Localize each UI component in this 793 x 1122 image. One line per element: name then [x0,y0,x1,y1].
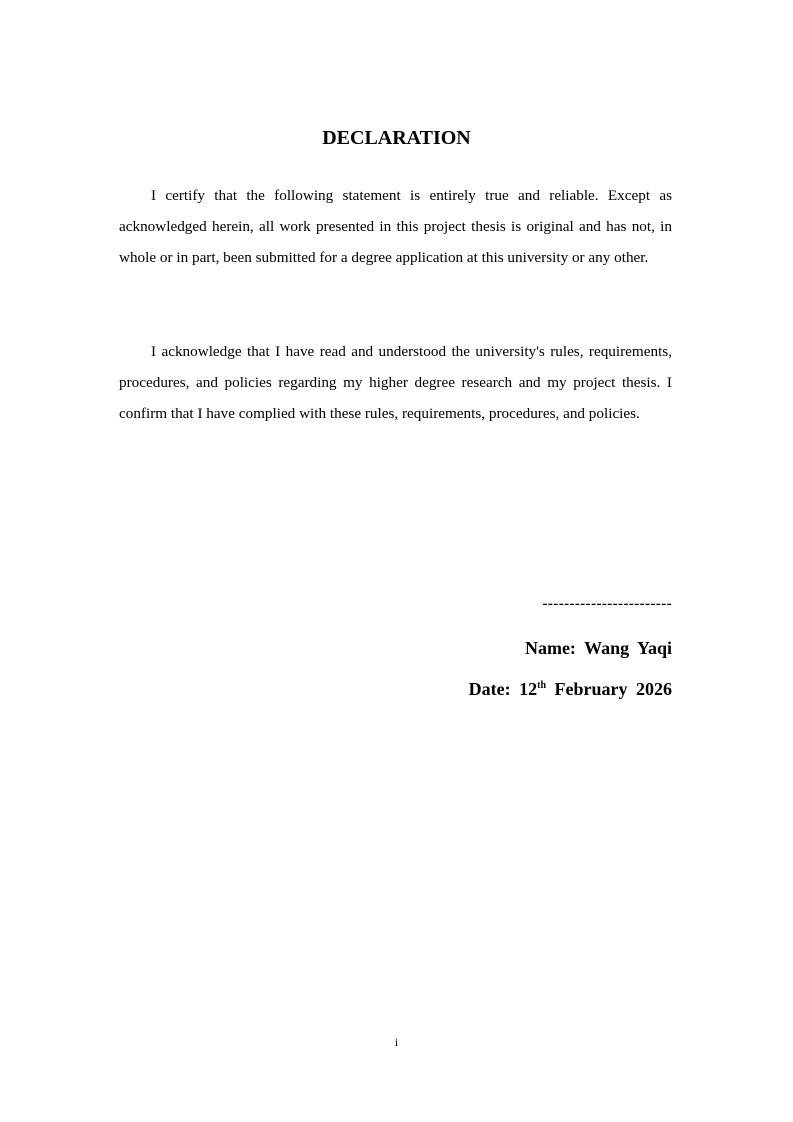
signature-name [525,636,672,660]
date-day-suffix: th [537,680,547,691]
date-day: 12 [519,679,538,699]
date-label: Date: [468,679,511,699]
page-number: i [394,1035,399,1049]
certification-paragraph: I certify that the following statement is entirely true and reliable. Except as acknowledged herein, all work presented in this project thesis is original and has not, in whole or in part, been submitted for a degree application at this university or any other. [119,187,672,267]
page-title: DECLARATION [322,127,471,149]
signature-line: ------------------------ [542,596,672,612]
acknowledgement-paragraph: I acknowledge that I have read and understood the university's rules, requirements, procedures, and policies regarding my higher degree research and my project thesis. I confirm that I have complied with these rules, requirements, procedures, and policies. [119,343,672,423]
date-rest: February 2026 [554,679,672,699]
name-value: Wang Yaqi [584,638,672,658]
name-label: Name: [524,638,576,658]
signature-date [469,677,672,701]
